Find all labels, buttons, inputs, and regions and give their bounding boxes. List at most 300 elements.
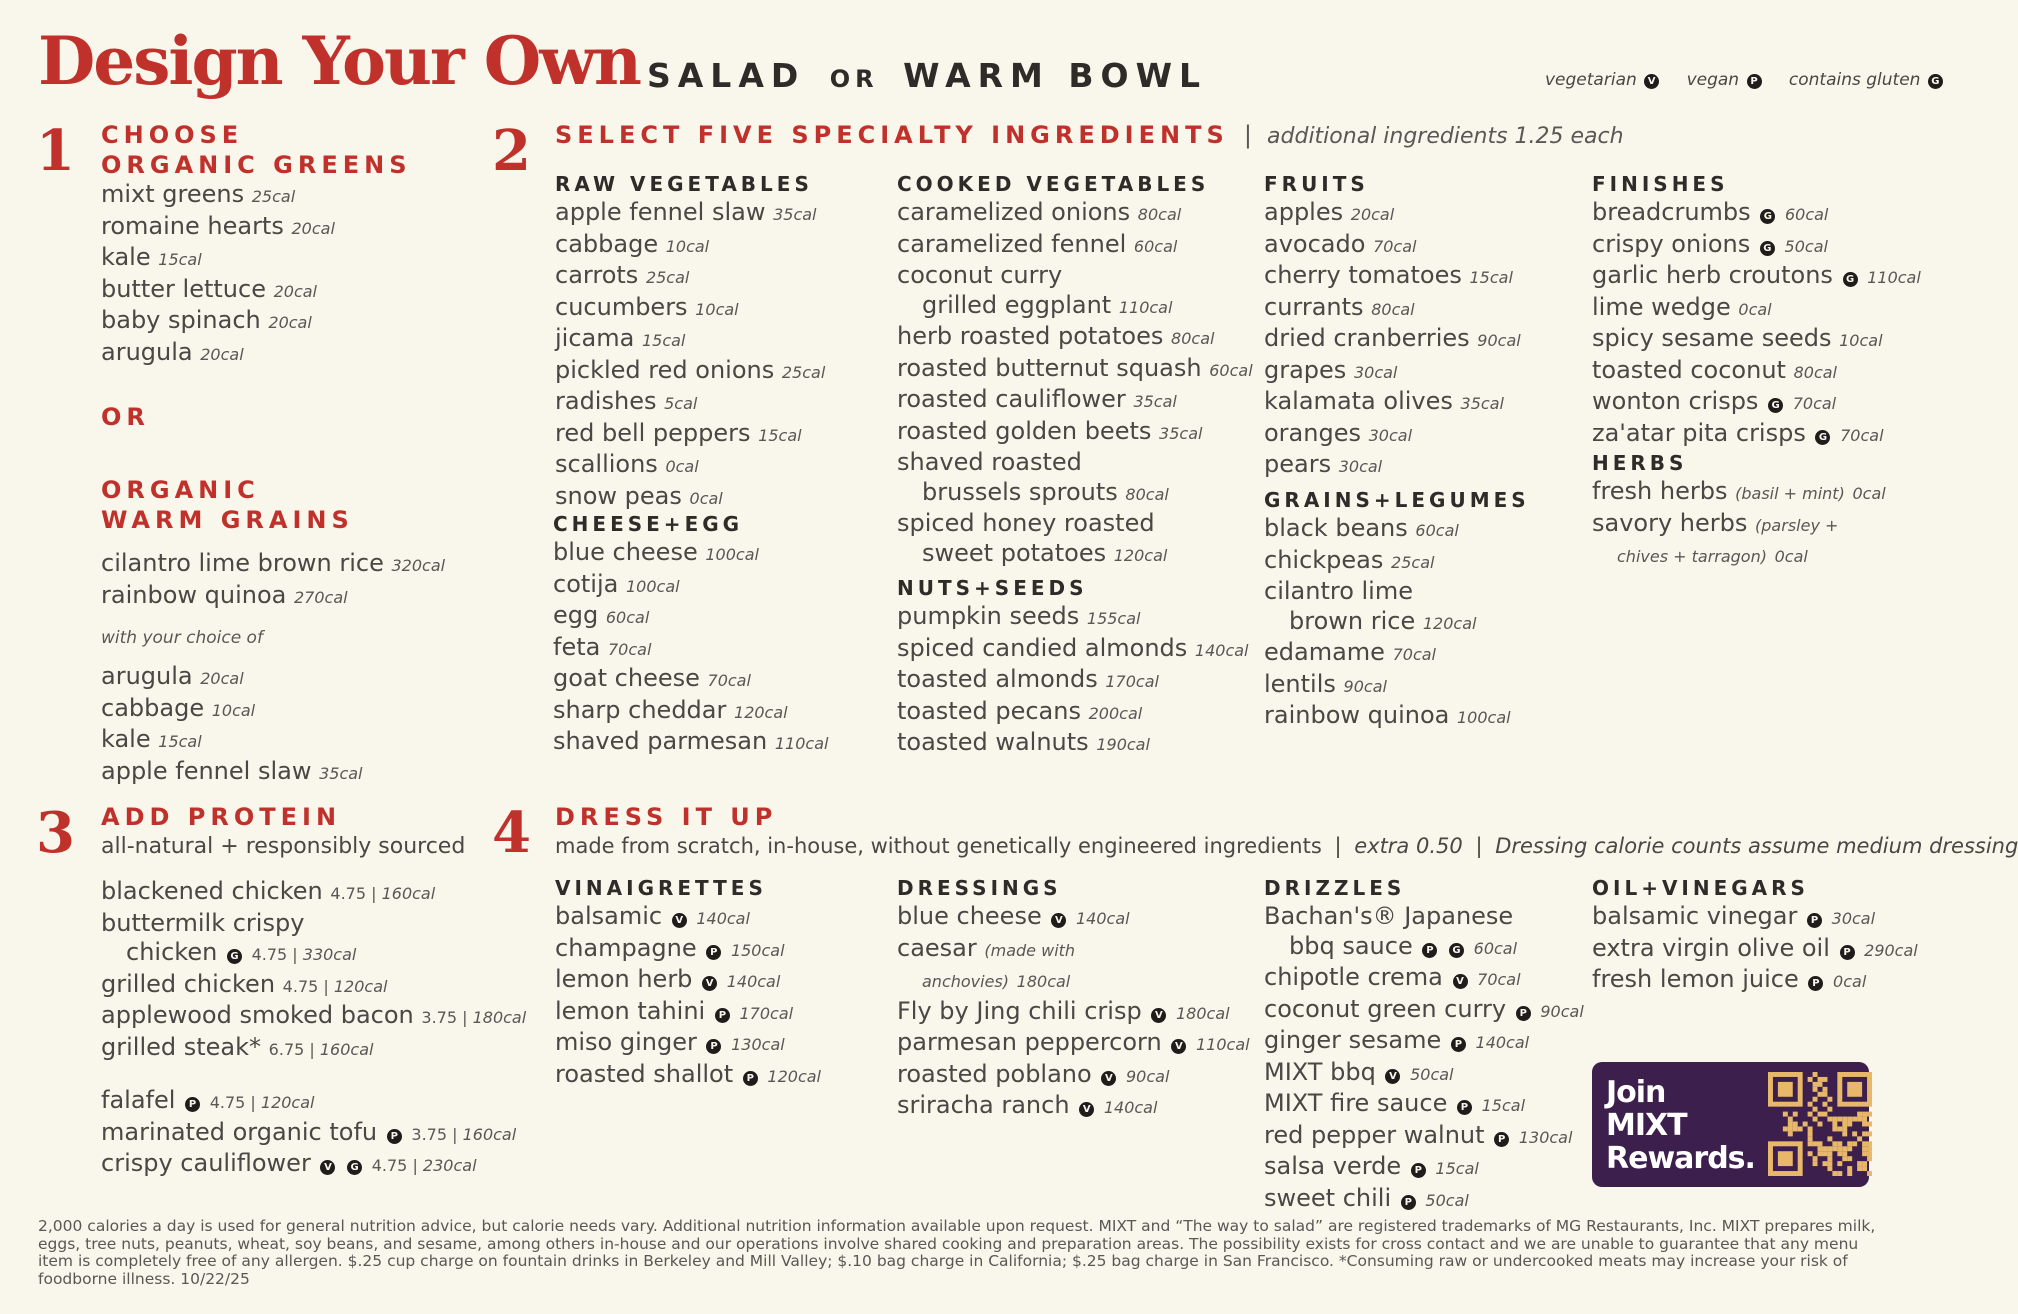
item-calories: 60cal	[605, 608, 650, 627]
qr-module	[1827, 1117, 1832, 1122]
vegetarian-icon: V	[1385, 1069, 1400, 1084]
item-calories: 0cal	[689, 488, 723, 508]
item-name: roasted butternut squash	[897, 353, 1202, 382]
item-calories: 140cal	[1194, 640, 1249, 660]
list-item	[553, 727, 828, 759]
list-item	[897, 539, 1253, 571]
item-calories: 0cal	[1852, 484, 1886, 503]
cheese-egg-list	[553, 538, 828, 759]
qr-module	[1813, 1161, 1818, 1166]
cheese-egg-section	[553, 512, 828, 759]
qr-module	[1842, 1122, 1847, 1127]
item-name: coconut curry	[897, 261, 1063, 289]
list-item	[1592, 477, 1886, 509]
item-calories: 180cal	[1175, 1003, 1230, 1023]
vegetarian-icon: V	[672, 913, 687, 928]
qr-module	[1832, 1117, 1837, 1122]
list-item	[1592, 419, 1921, 451]
grains-legumes-list	[1264, 514, 1530, 733]
item-calories: 70cal	[1477, 970, 1521, 989]
item-name: shaved roasted	[897, 448, 1082, 476]
qr-module	[1857, 1166, 1862, 1171]
item-name: oranges	[1264, 418, 1361, 447]
legend-gluten: contains gluten G	[1789, 70, 1945, 90]
vegetarian-icon: V	[320, 1160, 335, 1175]
qr-module	[1793, 1112, 1798, 1117]
item-name: garlic herb croutons	[1592, 261, 1833, 289]
vegetarian-icon: V	[1171, 1039, 1186, 1054]
plant-protein-list	[101, 1086, 526, 1181]
qr-module	[1822, 1112, 1827, 1117]
item-calories: 0cal	[1738, 299, 1772, 319]
item-calories: 20cal	[273, 281, 317, 301]
item-name: Fly by Jing chili crisp	[897, 996, 1142, 1025]
greens-list	[101, 180, 411, 369]
item-name: blackened chicken	[101, 877, 323, 905]
grains-list	[101, 549, 445, 612]
item-name: arugula	[101, 662, 193, 690]
vinaigrettes-section	[555, 876, 821, 1091]
item-calories: 5cal	[664, 394, 698, 413]
qr-module	[1827, 1151, 1832, 1156]
item-calories: 10cal	[1839, 331, 1883, 350]
list-item	[1592, 965, 1918, 997]
step-3-number: 3	[36, 800, 75, 866]
item-calories: 20cal	[1350, 205, 1395, 224]
qr-module	[1842, 1151, 1847, 1156]
item-name: radishes	[555, 387, 657, 415]
gluten-icon: G	[1760, 209, 1775, 224]
step-1-section	[101, 120, 411, 369]
step-2-number: 2	[492, 118, 531, 184]
item-calories: 20cal	[200, 669, 244, 688]
item-detail: chives + tarragon)	[1617, 547, 1767, 566]
item-calories: 140cal	[1103, 1098, 1158, 1117]
item-calories: 140cal	[1475, 1033, 1530, 1052]
list-item	[555, 450, 825, 482]
qr-module	[1822, 1102, 1827, 1107]
list-item	[897, 1028, 1250, 1060]
list-item	[553, 601, 828, 633]
herbs-title: HERBS	[1592, 451, 1688, 475]
item-name: crispy cauliflower	[101, 1149, 311, 1177]
item-calories: 160cal	[381, 884, 436, 903]
list-item	[555, 934, 821, 966]
item-name: grilled steak*	[101, 1032, 262, 1061]
item-calories: 110cal	[1118, 297, 1173, 317]
qr-module	[1813, 1156, 1818, 1161]
item-name: buttermilk crispy	[101, 908, 305, 937]
item-name: grilled chicken	[101, 969, 276, 998]
gluten-icon: G	[1815, 430, 1830, 445]
price-divider: |	[245, 1093, 261, 1112]
item-calories: 25cal	[1391, 552, 1435, 572]
qr-module	[1862, 1141, 1867, 1146]
item-name: red bell peppers	[555, 418, 751, 447]
qr-module	[1867, 1171, 1872, 1176]
qr-module	[1778, 1151, 1793, 1166]
list-item	[555, 965, 821, 997]
price-divider: |	[457, 1008, 473, 1027]
item-name: cilantro lime brown rice	[101, 549, 384, 577]
list-item	[897, 665, 1249, 697]
item-calories: 50cal	[1425, 1190, 1469, 1210]
choice-note: with your choice of	[101, 628, 263, 648]
qr-module	[1822, 1161, 1827, 1166]
step-1-heading: CHOOSE ORGANIC GREENS	[101, 121, 412, 179]
oil-vinegars-section	[1592, 876, 1918, 997]
list-item	[101, 581, 445, 613]
item-calories: 170cal	[1105, 672, 1159, 691]
list-item	[555, 419, 825, 451]
warm-grains-section	[101, 475, 445, 788]
item-name: roasted golden beets	[897, 416, 1152, 445]
nuts-seeds-title: NUTS+SEEDS	[897, 576, 1088, 600]
item-name: cherry tomatoes	[1264, 261, 1462, 289]
step-2-heading: SELECT FIVE SPECIALTY INGREDIENTS	[555, 121, 1229, 149]
qr-module	[1842, 1146, 1847, 1151]
item-calories: 140cal	[696, 909, 750, 928]
item-calories: 90cal	[1125, 1066, 1170, 1086]
item-name: rainbow quinoa	[101, 580, 287, 609]
item-name: egg	[553, 601, 599, 629]
item-calories: 120cal	[260, 1093, 315, 1112]
list-item	[1592, 230, 1921, 262]
list-item	[1264, 607, 1530, 639]
finishes-section	[1592, 172, 1921, 450]
item-name: toasted walnuts	[897, 728, 1089, 756]
item-name: baby spinach	[101, 306, 261, 334]
item-name: red pepper walnut	[1264, 1120, 1485, 1149]
item-calories: 100cal	[705, 545, 759, 564]
item-name: bbq sauce	[1289, 931, 1413, 960]
step-4-note: made from scratch, in-house, without genetically engineered ingredients | extra 0.50 | Dressing calorie counts assume medium dressing	[555, 834, 2018, 858]
qr-module	[1837, 1126, 1842, 1131]
qr-module	[1847, 1117, 1852, 1122]
gluten-icon: G	[1928, 74, 1943, 89]
qr-module	[1783, 1126, 1788, 1131]
qr-module	[1813, 1107, 1818, 1112]
list-item	[897, 385, 1253, 417]
item-name: savory herbs	[1592, 508, 1748, 537]
item-calories: 120cal	[333, 976, 388, 996]
item-name: cucumbers	[555, 292, 688, 321]
qr-module	[1837, 1141, 1842, 1146]
list-item	[555, 198, 825, 230]
cooked-vegetables-section	[897, 172, 1253, 570]
list-item	[555, 1028, 821, 1060]
item-calories: 30cal	[1338, 457, 1383, 476]
item-name: balsamic vinegar	[1592, 902, 1798, 930]
gluten-icon: G	[1768, 398, 1783, 413]
item-calories: 160cal	[319, 1039, 374, 1059]
list-item	[897, 602, 1249, 634]
cooked-vegetables-list	[897, 198, 1253, 570]
cheese-egg-title: CHEESE+EGG	[553, 512, 744, 536]
item-detail: (basil + mint)	[1735, 484, 1845, 503]
list-item	[1264, 670, 1530, 702]
item-name: MIXT bbq	[1264, 1057, 1376, 1086]
drizzles-section	[1264, 876, 1584, 1215]
subtitle-or: OR	[829, 65, 879, 93]
legend-vegan: vegan P	[1687, 70, 1764, 90]
finishes-title: FINISHES	[1592, 172, 1729, 196]
vegan-icon: P	[1808, 976, 1823, 991]
qr-module	[1783, 1112, 1788, 1117]
list-item	[553, 570, 828, 602]
vegan-icon: P	[185, 1097, 200, 1112]
qr-module	[1867, 1146, 1872, 1151]
item-calories: 270cal	[293, 587, 348, 607]
list-item	[555, 1060, 821, 1092]
item-name: scallions	[555, 450, 658, 478]
item-name: marinated organic tofu	[101, 1117, 378, 1146]
qr-module	[1778, 1082, 1793, 1097]
item-calories: 120cal	[734, 702, 788, 722]
raw-vegetables-title: RAW VEGETABLES	[555, 172, 813, 196]
item-calories: 15cal	[1469, 268, 1513, 287]
qr-module	[1822, 1092, 1827, 1097]
item-calories: 15cal	[758, 425, 802, 445]
qr-module	[1867, 1141, 1872, 1146]
list-item	[555, 261, 825, 293]
item-calories: 60cal	[1209, 360, 1253, 380]
vegan-icon: P	[1401, 1195, 1416, 1210]
protein-list	[101, 877, 526, 1064]
vegetarian-icon: V	[702, 976, 717, 991]
qr-module	[1837, 1146, 1842, 1151]
item-name: toasted coconut	[1592, 355, 1786, 384]
vegetarian-icon: V	[1051, 913, 1066, 928]
item-name: feta	[553, 632, 601, 661]
item-name: edamame	[1264, 638, 1385, 666]
item-calories: 80cal	[1171, 329, 1215, 348]
list-item	[897, 965, 1250, 997]
qr-module	[1847, 1171, 1852, 1176]
qr-module	[1818, 1077, 1823, 1082]
qr-module	[1827, 1097, 1832, 1102]
item-calories: 80cal	[1125, 484, 1169, 504]
item-name: caesar	[897, 933, 977, 962]
list-item	[897, 1060, 1250, 1092]
item-name: pears	[1264, 450, 1332, 478]
vegetarian-icon: V	[1644, 74, 1659, 89]
qr-module	[1808, 1141, 1813, 1146]
qr-module	[1798, 1126, 1803, 1131]
qr-module	[1818, 1082, 1823, 1087]
item-price: 6.75	[268, 1039, 305, 1059]
item-calories: 100cal	[625, 576, 680, 596]
price-divider: |	[318, 976, 334, 996]
list-item	[1264, 1152, 1584, 1184]
qr-module	[1788, 1122, 1793, 1127]
item-name: Bachan's® Japanese	[1264, 902, 1514, 930]
list-item	[555, 230, 825, 262]
oil-vinegars-list	[1592, 902, 1918, 997]
item-name: fresh herbs	[1592, 477, 1728, 505]
item-calories: 190cal	[1096, 735, 1150, 754]
item-name: grilled eggplant	[922, 290, 1112, 319]
list-item	[1264, 1184, 1584, 1216]
item-calories: 25cal	[251, 187, 296, 206]
qr-module	[1808, 1077, 1813, 1082]
qr-module	[1837, 1117, 1842, 1122]
gluten-icon: G	[227, 949, 242, 964]
item-name: parmesan peppercorn	[897, 1028, 1162, 1056]
qr-module	[1803, 1122, 1808, 1127]
item-calories: 15cal	[1481, 1096, 1526, 1115]
qr-code-icon[interactable]	[1768, 1072, 1872, 1176]
subtitle-salad: SALAD	[647, 56, 806, 95]
qr-module	[1822, 1151, 1827, 1156]
item-name: grapes	[1264, 355, 1347, 384]
list-item	[101, 1118, 526, 1150]
qr-module	[1847, 1082, 1862, 1097]
qr-module	[1827, 1107, 1832, 1112]
list-item	[101, 306, 411, 338]
vegan-icon: P	[1516, 1006, 1531, 1021]
price-divider: |	[304, 1039, 320, 1059]
item-price: 3.75	[421, 1008, 458, 1027]
qr-module	[1867, 1112, 1872, 1117]
step-2-note: additional ingredients 1.25 each	[1267, 124, 1624, 149]
step-3-heading: ADD PROTEIN	[101, 803, 342, 831]
item-calories: 110cal	[1195, 1035, 1250, 1054]
warm-grains-heading: ORGANIC WARM GRAINS	[101, 476, 354, 534]
list-item	[897, 997, 1250, 1029]
item-name: spicy sesame seeds	[1592, 324, 1832, 352]
step-4-heading: DRESS IT UP	[555, 803, 778, 831]
qr-module	[1852, 1141, 1857, 1146]
list-item	[1592, 293, 1921, 325]
list-item	[897, 261, 1253, 291]
list-item	[101, 694, 445, 726]
herbs-section	[1592, 451, 1886, 572]
qr-module	[1818, 1151, 1823, 1156]
qr-module	[1857, 1112, 1862, 1117]
item-calories: 120cal	[1113, 545, 1168, 565]
item-name: lemon tahini	[555, 996, 706, 1025]
item-calories: 35cal	[1159, 423, 1203, 443]
qr-module	[1793, 1126, 1798, 1131]
item-calories: 25cal	[645, 268, 690, 287]
mixt-rewards-banner[interactable]	[1592, 1062, 1869, 1187]
qr-module	[1857, 1117, 1862, 1122]
vegan-icon: P	[1422, 943, 1437, 958]
legend-vegetarian: vegetarian V	[1545, 70, 1661, 90]
item-calories: 0cal	[1774, 547, 1808, 566]
item-name: caramelized fennel	[897, 229, 1127, 258]
item-name: blue cheese	[897, 902, 1042, 930]
qr-module	[1808, 1151, 1813, 1156]
list-item	[1592, 509, 1886, 541]
item-calories: 180cal	[472, 1008, 527, 1027]
list-item	[897, 934, 1250, 966]
qr-module	[1822, 1077, 1827, 1082]
qr-module	[1793, 1122, 1798, 1127]
dressings-list	[897, 902, 1250, 1123]
list-item	[1264, 577, 1530, 607]
qr-module	[1842, 1156, 1847, 1161]
item-name: rainbow quinoa	[1264, 701, 1450, 729]
item-calories: 180cal	[1016, 972, 1071, 991]
item-calories: 130cal	[731, 1035, 785, 1054]
grains-legumes-section	[1264, 488, 1530, 733]
vinaigrettes-title: VINAIGRETTES	[555, 876, 767, 900]
list-item	[1264, 1121, 1584, 1153]
list-item	[1592, 356, 1921, 388]
item-name: avocado	[1264, 229, 1366, 258]
item-calories: 20cal	[268, 313, 312, 332]
item-name: jicama	[555, 324, 635, 352]
qr-module	[1862, 1161, 1867, 1166]
list-item	[101, 662, 445, 694]
list-item	[1264, 514, 1530, 546]
nuts-seeds-section	[897, 576, 1249, 760]
qr-module	[1862, 1151, 1867, 1156]
qr-module	[1813, 1082, 1818, 1087]
list-item	[1264, 546, 1530, 578]
item-calories: 0cal	[1833, 972, 1867, 991]
item-calories: 35cal	[319, 763, 363, 783]
qr-module	[1813, 1072, 1818, 1077]
vegan-icon: P	[1747, 74, 1762, 89]
step-2-header	[555, 120, 1624, 150]
qr-module	[1832, 1171, 1837, 1176]
qr-module	[1867, 1151, 1872, 1156]
list-item	[1264, 450, 1521, 482]
herbs-list	[1592, 477, 1886, 572]
qr-module	[1867, 1131, 1872, 1136]
item-calories: 30cal	[1831, 909, 1876, 928]
list-item	[1264, 419, 1521, 451]
item-calories: 15cal	[158, 250, 202, 269]
item-name: crispy onions	[1592, 229, 1751, 258]
item-name: kalamata olives	[1264, 387, 1453, 415]
item-name: chipotle crema	[1264, 963, 1443, 991]
item-calories: 90cal	[1477, 331, 1521, 350]
item-name: za'atar pita crisps	[1592, 418, 1806, 447]
fruits-title: FRUITS	[1264, 172, 1369, 196]
item-calories: 155cal	[1086, 609, 1141, 628]
list-item	[101, 180, 411, 212]
item-calories: 90cal	[1343, 676, 1387, 696]
qr-module	[1832, 1141, 1837, 1146]
step-1-number: 1	[36, 118, 75, 184]
dressings-section	[897, 876, 1250, 1123]
list-item	[101, 725, 445, 757]
list-item	[101, 549, 445, 581]
item-name: dried cranberries	[1264, 324, 1470, 352]
qr-module	[1808, 1126, 1813, 1131]
item-name: spiced honey roasted	[897, 509, 1155, 537]
qr-module	[1862, 1166, 1867, 1171]
item-detail: (made with	[984, 940, 1076, 960]
list-item	[553, 633, 828, 665]
list-item	[897, 322, 1253, 354]
item-name: apple fennel slaw	[101, 756, 312, 785]
list-item	[1592, 902, 1918, 934]
item-calories: 30cal	[1353, 362, 1398, 382]
item-name: goat cheese	[553, 664, 700, 692]
list-item	[897, 448, 1253, 478]
item-calories: 330cal	[302, 945, 357, 964]
item-name: blue cheese	[553, 538, 698, 566]
qr-module	[1813, 1141, 1818, 1146]
step-4-number: 4	[492, 800, 531, 866]
qr-module	[1842, 1126, 1847, 1131]
qr-module	[1847, 1122, 1852, 1127]
